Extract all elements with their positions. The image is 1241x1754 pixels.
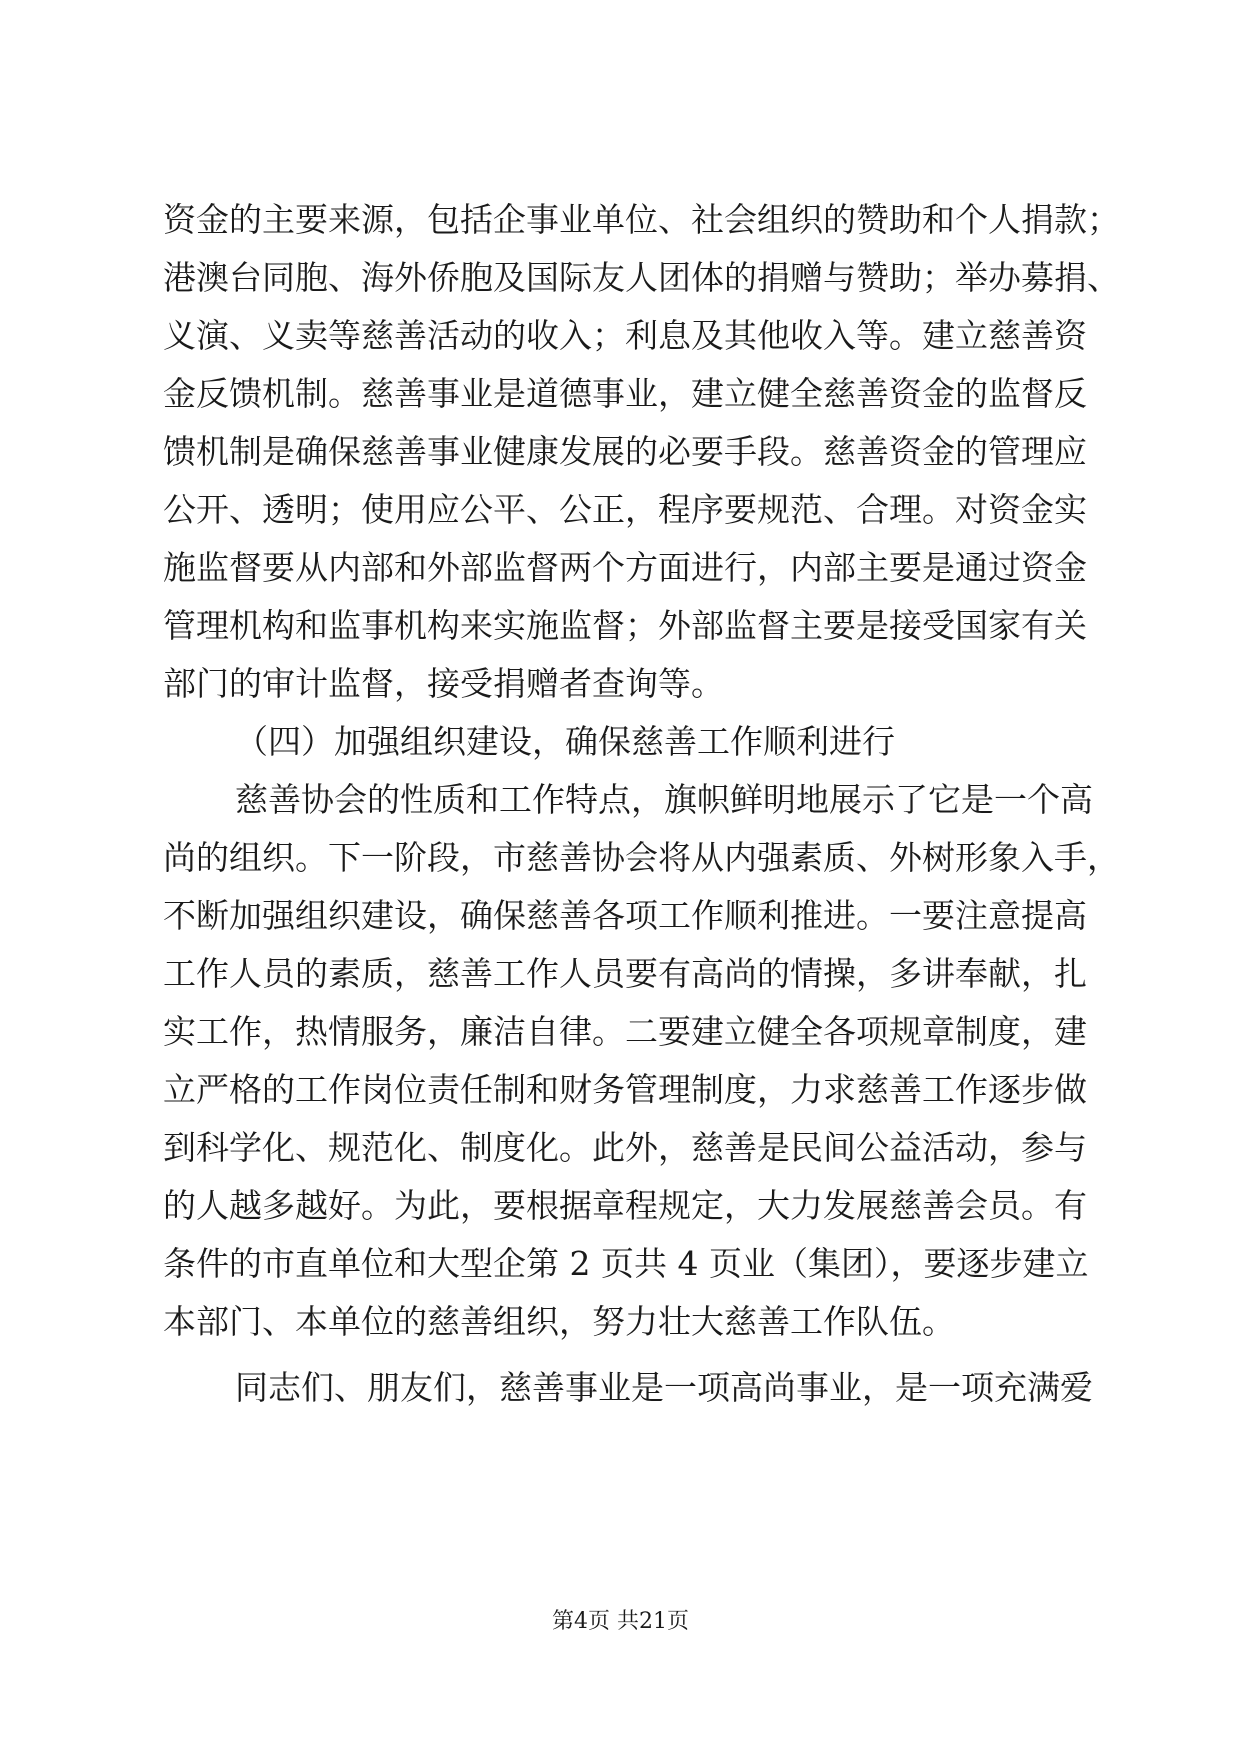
- text-line: 尚的组织。下一阶段，市慈善协会将从内强素质、外树形象入手，: [163, 838, 1120, 877]
- text-line: 工作人员的素质，慈善工作人员要有高尚的情操，多讲奉献，扎: [163, 954, 1087, 993]
- text-line: 的人越多越好。为此，要根据章程规定，大力发展慈善会员。有: [163, 1186, 1087, 1225]
- section-heading: （四）加强组织建设，确保慈善工作顺利进行: [235, 722, 895, 761]
- text-line: 义演、义卖等慈善活动的收入；利息及其他收入等。建立慈善资: [163, 316, 1087, 355]
- text-line: 条件的市直单位和大型企第 2 页共 4 页业（集团），要逐步建立: [163, 1244, 1089, 1283]
- text-line: 资金的主要来源，包括企事业单位、社会组织的赞助和个人捐款；: [163, 200, 1120, 239]
- text-line: 施监督要从内部和外部监督两个方面进行，内部主要是通过资金: [163, 548, 1087, 587]
- text-line: 到科学化、规范化、制度化。此外，慈善是民间公益活动，参与: [163, 1128, 1087, 1167]
- text-line: 管理机构和监事机构来实施监督；外部监督主要是接受国家有关: [163, 606, 1087, 645]
- text-line: 立严格的工作岗位责任制和财务管理制度，力求慈善工作逐步做: [163, 1070, 1087, 1109]
- text-line: 实工作，热情服务，廉洁自律。二要建立健全各项规章制度，建: [163, 1012, 1087, 1051]
- text-line: 本部门、本单位的慈善组织，努力壮大慈善工作队伍。: [163, 1302, 955, 1341]
- text-line: 馈机制是确保慈善事业健康发展的必要手段。慈善资金的管理应: [163, 432, 1087, 471]
- text-line: 部门的审计监督，接受捐赠者查询等。: [163, 664, 724, 703]
- text-line: 不断加强组织建设，确保慈善各项工作顺利推进。一要注意提高: [163, 896, 1087, 935]
- text-line: 慈善协会的性质和工作特点，旗帜鲜明地展示了它是一个高: [235, 780, 1093, 819]
- text-line: 港澳台同胞、海外侨胞及国际友人团体的捐赠与赞助；举办募捐、: [163, 258, 1120, 297]
- text-line: 同志们、朋友们，慈善事业是一项高尚事业，是一项充满爱: [235, 1368, 1093, 1407]
- text-line: 金反馈机制。慈善事业是道德事业，建立健全慈善资金的监督反: [163, 374, 1087, 413]
- page-number-footer: 第4页 共21页: [552, 1609, 689, 1634]
- text-line: 公开、透明；使用应公平、公正，程序要规范、合理。对资金实: [163, 490, 1087, 529]
